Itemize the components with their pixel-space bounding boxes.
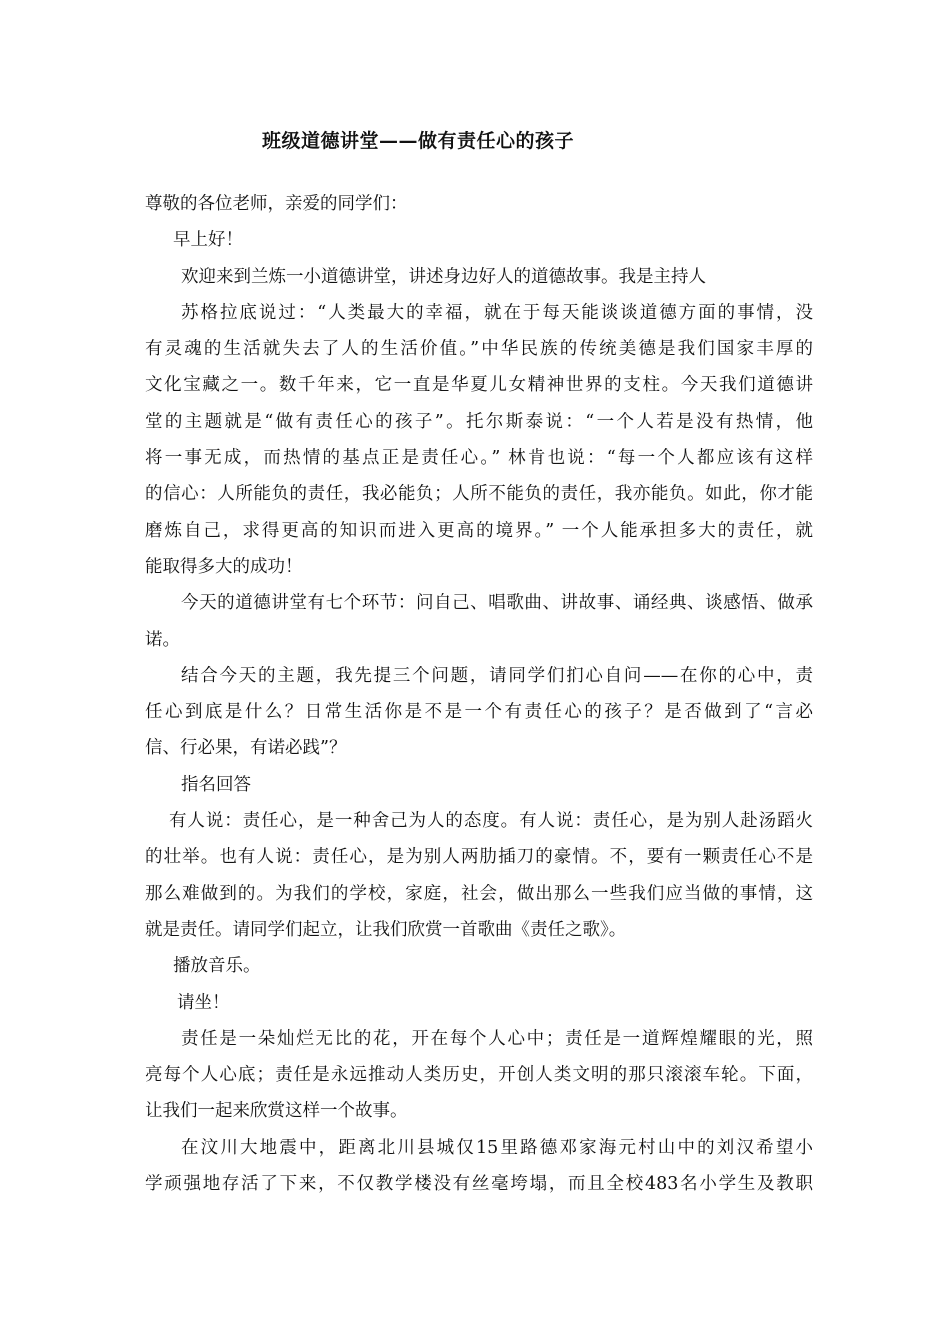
text-line: 今天的道德讲堂有七个环节：问自己、唱歌曲、讲故事、诵经典、谈感悟、做承 bbox=[181, 593, 813, 614]
text-line: 信、行必果，有诺必践”？ bbox=[145, 738, 347, 759]
document-body bbox=[145, 186, 813, 1202]
text-line: 有灵魂的生活就失去了人的生活价值。”中华民族的传统美德是我们国家丰厚的 bbox=[145, 339, 813, 360]
text-line: 的壮举。也有人说：责任心，是为别人两肋插刀的豪情。不，要有一颗责任心不是 bbox=[145, 847, 813, 868]
text-line: 在汶川大地震中，距离北川县城仅15里路德邓家海元村山中的刘汉希望小 bbox=[181, 1137, 813, 1158]
text-line: 能取得多大的成功！ bbox=[145, 556, 303, 577]
text-line: 责任是一朵灿烂无比的花，开在每个人心中；责任是一道辉煌耀眼的光，照 bbox=[181, 1028, 813, 1049]
document-title: 班级道德讲堂——做有责任心的孩子 bbox=[262, 130, 575, 152]
text-line: 任心到底是什么？日常生活你是不是一个有责任心的孩子？是否做到了“言必 bbox=[145, 702, 813, 723]
text-line: 学顽强地存活了下来，不仅教学楼没有丝毫垮塌，而且全校483名小学生及教职 bbox=[145, 1174, 813, 1195]
text-line: 磨炼自己，求得更高的知识而进入更高的境界。” 一个人能承担多大的责任，就 bbox=[145, 520, 813, 541]
text-line: 早上好！ bbox=[173, 230, 243, 251]
text-line: 欢迎来到兰炼一小道德讲堂，讲述身边好人的道德故事。我是主持人 bbox=[181, 266, 706, 287]
text-line: 文化宝藏之一。数千年来，它一直是华夏儿女精神世界的支柱。今天我们道德讲 bbox=[145, 375, 813, 396]
text-line: 播放音乐。 bbox=[173, 956, 261, 977]
text-line: 让我们一起来欣赏这样一个故事。 bbox=[145, 1101, 408, 1122]
text-line: 结合今天的主题，我先提三个问题，请同学们扪心自问——在你的心中，责 bbox=[181, 665, 813, 686]
text-line: 指名回答 bbox=[181, 774, 251, 795]
text-line: 亮每个人心底；责任是永远推动人类历史，开创人类文明的那只滚滚车轮。下面， bbox=[145, 1065, 813, 1086]
text-line: 的信心：人所能负的责任，我必能负；人所不能负的责任，我亦能负。如此，你才能 bbox=[145, 484, 813, 505]
text-line: 请坐！ bbox=[177, 992, 230, 1013]
text-line: 堂的主题就是“做有责任心的孩子”。托尔斯泰说：“一个人若是没有热情，他 bbox=[145, 411, 813, 432]
text-line: 尊敬的各位老师，亲爱的同学们： bbox=[145, 194, 408, 214]
text-line: 将一事无成，而热情的基点正是责任心。” 林肯也说：“每一个人都应该有这样 bbox=[145, 448, 813, 469]
text-line: 诺。 bbox=[145, 629, 180, 650]
text-line: 苏格拉底说过：“人类最大的幸福，就在于每天能谈谈道德方面的事情，没 bbox=[181, 302, 813, 323]
text-line: 就是责任。请同学们起立，让我们欣赏一首歌曲《责任之歌》。 bbox=[145, 919, 627, 940]
text-line: 有人说：责任心，是一种舍己为人的态度。有人说：责任心，是为别人赴汤蹈火 bbox=[169, 811, 813, 832]
text-line: 那么难做到的。为我们的学校，家庭，社会，做出那么一些我们应当做的事情，这 bbox=[145, 883, 813, 904]
